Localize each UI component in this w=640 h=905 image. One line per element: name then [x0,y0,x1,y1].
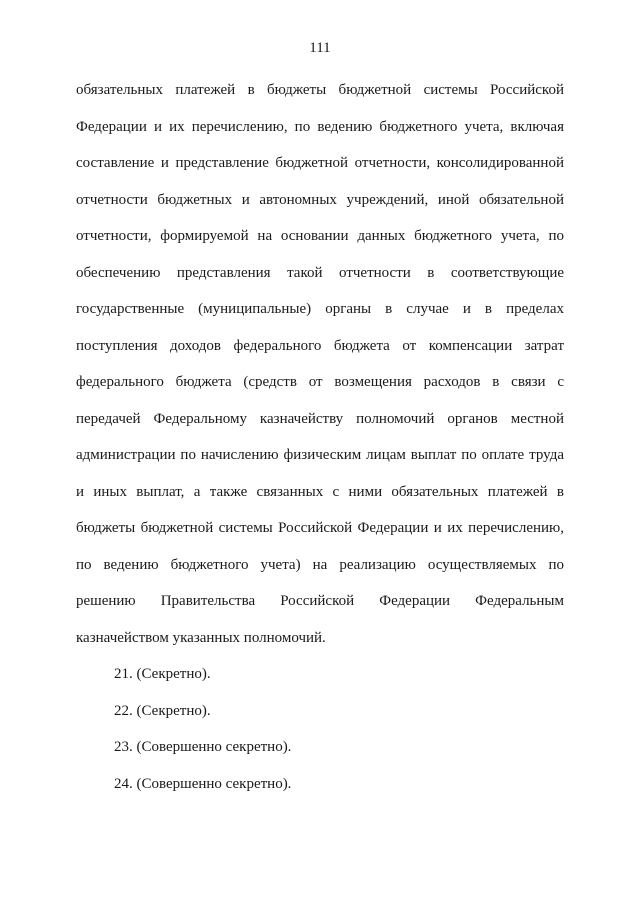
paragraph-line: и иных выплат, а также связанных с ними обязательных платежей в [76,483,564,500]
paragraph-line: решению Правительства Российской Федерации Федеральным [76,593,564,609]
numbered-item: 22. (Секретно). [114,702,211,719]
paragraph-line: передачей Федеральному казначейству полномочий органов местной [76,410,564,427]
paragraph-line: обеспечению представления такой отчетности в соответствующие [76,264,564,281]
paragraph-line: обязательных платежей в бюджеты бюджетной системы Российской [76,82,564,98]
paragraph-line: составление и представление бюджетной отчетности, консолидированной [76,155,564,171]
paragraph-line: государственные (муниципальные) органы в случае и в пределах [76,301,564,317]
paragraph [76,72,564,656]
paragraph-line: поступления доходов федерального бюджета от компенсации затрат [76,337,564,354]
paragraph-line: федерального бюджета (средств от возмещения расходов в связи с [76,374,564,390]
paragraph-line: отчетности, формируемой на основании данных бюджетного учета, по [76,228,564,244]
numbered-item: 24. (Совершенно секретно). [114,775,292,792]
paragraph-line: по ведению бюджетного учета) на реализацию осуществляемых по [76,556,564,573]
paragraph-line: администрации по начислению физическим лицам выплат по оплате труда [76,447,564,463]
paragraph-line: Федерации и их перечислению, по ведению бюджетного учета, включая [76,118,564,135]
numbered-item: 23. (Совершенно секретно). [114,739,292,755]
body-text [76,72,564,802]
paragraph-line: бюджеты бюджетной системы Российской Федерации и их перечислению, [76,520,564,536]
numbered-item: 21. (Секретно). [114,666,211,682]
page-number: 111 [309,40,331,56]
numbered-items [76,656,564,802]
paragraph-line: отчетности бюджетных и автономных учреждений, иной обязательной [76,191,564,208]
paragraph-line: казначейством указанных полномочий. [76,629,326,646]
